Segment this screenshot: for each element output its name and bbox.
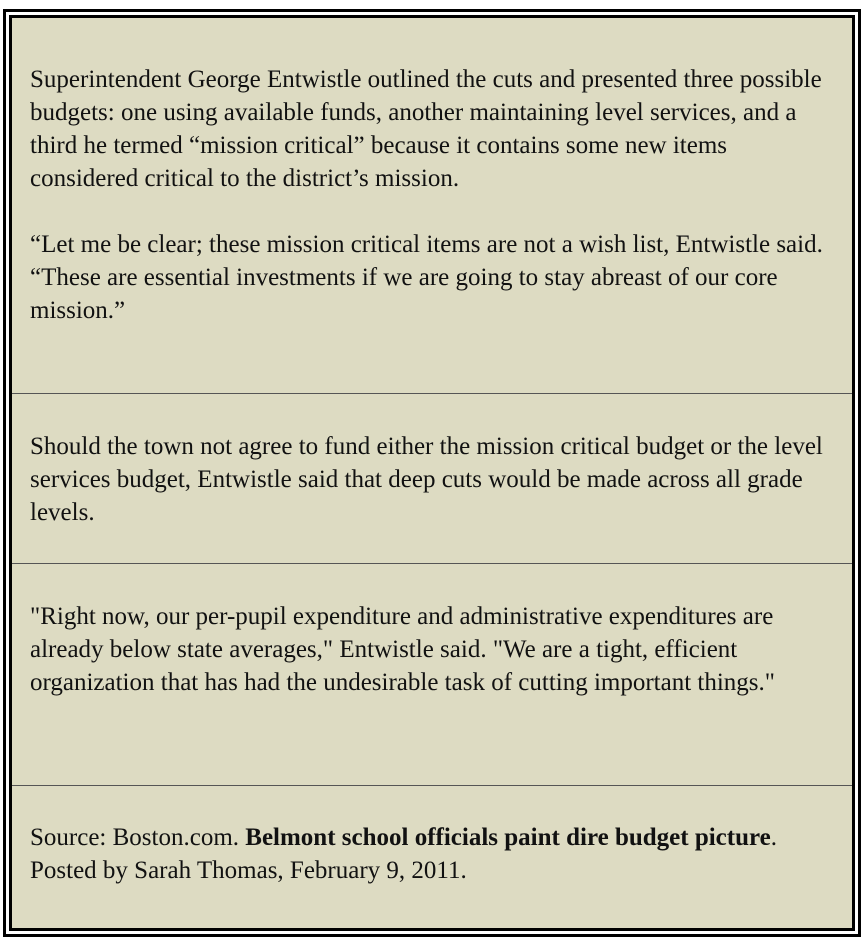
quote-section-3 <box>12 600 852 699</box>
quote-section-2 <box>12 430 852 529</box>
source-citation <box>30 821 834 887</box>
section-divider <box>12 563 852 564</box>
paragraph: "Right now, our per-pupil expenditure and administrative expenditures are already below state averages," Entwistle said. "We are a tight, efficient organization that has had the undesirable task of cutting important things." <box>30 603 775 696</box>
quote-section-1 <box>12 63 852 327</box>
source-prefix: Source: Boston.com. <box>30 824 246 851</box>
paragraph: Superintendent George Entwistle outlined the cuts and presented three possible budgets: one using available funds, another maintaining level services, and a third he termed “mission critical” because it contains some new items considered critical to the district’s mission. <box>30 66 822 192</box>
source-section <box>12 821 852 887</box>
paragraph: “Let me be clear; these mission critical items are not a wish list, Entwistle said. “These are essential investments if we are going to stay abreast of our core mission.” <box>30 231 823 324</box>
section-divider <box>12 393 852 394</box>
section-divider <box>12 785 852 786</box>
article-title: Belmont school officials paint dire budget picture <box>245 824 771 851</box>
paragraph: Should the town not agree to fund either the mission critical budget or the level services budget, Entwistle said that deep cuts would be made across all grade levels. <box>30 433 823 526</box>
source-suffix: . Posted by Sarah Thomas, February 9, 2011. <box>30 824 777 884</box>
